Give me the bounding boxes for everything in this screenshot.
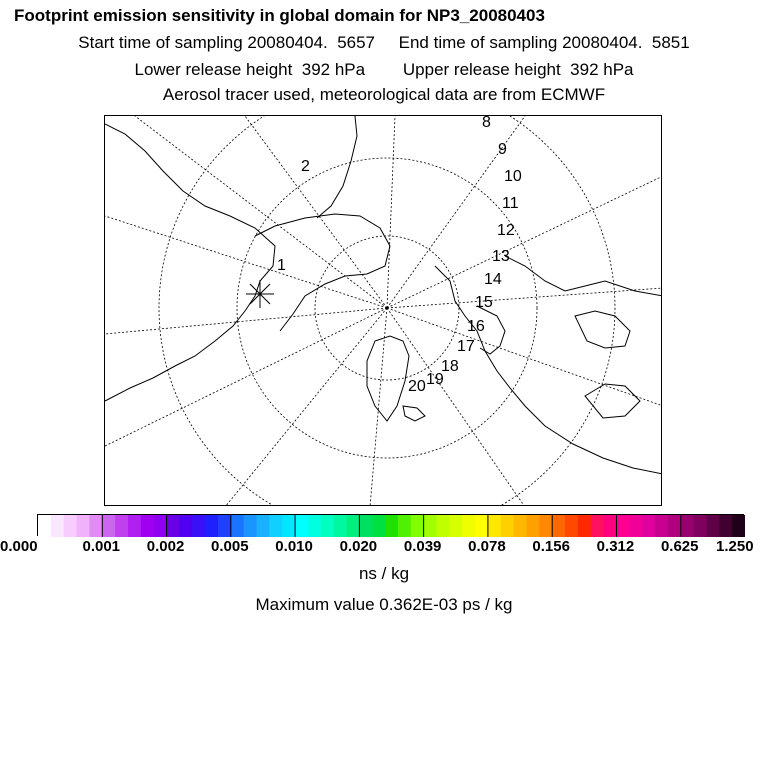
colorbar-swatch <box>51 515 64 537</box>
colorbar-swatch <box>141 515 154 537</box>
colorbar-swatch <box>321 515 334 537</box>
trajectory-label: 18 <box>441 358 459 375</box>
colorbar-swatch <box>668 515 681 537</box>
colorbar-swatch <box>539 515 552 537</box>
colorbar-swatch <box>77 515 90 537</box>
colorbar-swatch <box>578 515 591 537</box>
trajectory-label: 11 <box>502 195 519 212</box>
colorbar-swatch <box>488 515 501 537</box>
meridian <box>387 308 662 406</box>
colorbar-swatch <box>295 515 308 537</box>
colorbar-swatch <box>218 515 231 537</box>
release-height-line: Lower release height 392 hPa Upper release height 392 hPa <box>134 60 634 79</box>
colorbar-swatch <box>591 515 604 537</box>
north-america-coast <box>105 124 275 401</box>
tracer-info-line: Aerosol tracer used, meteorological data are from ECMWF <box>162 85 606 104</box>
trajectory-labels <box>277 116 522 395</box>
trajectory-label: 10 <box>504 168 522 185</box>
colorbar-swatch <box>64 515 77 537</box>
colorbar-swatch <box>385 515 398 537</box>
colorbar-swatch <box>411 515 424 537</box>
colorbar-tick-label: 0.312 <box>596 538 635 555</box>
colorbar-swatch <box>89 515 102 537</box>
britain-coast <box>585 384 640 418</box>
colorbar-swatch <box>449 515 462 537</box>
colorbar-swatch <box>398 515 411 537</box>
colorbar-swatch <box>501 515 514 537</box>
meridian <box>105 308 387 446</box>
trajectory-label: 19 <box>426 371 444 388</box>
trajectory-label: 14 <box>484 271 502 288</box>
colorbar-swatch <box>681 515 694 537</box>
colorbar-swatch <box>372 515 385 537</box>
colorbar-tick-label: 0.005 <box>211 538 249 555</box>
graticule <box>105 116 662 506</box>
coastlines <box>105 116 662 474</box>
colorbar-tick-label: 0.156 <box>532 538 570 555</box>
colorbar-swatch <box>334 515 347 537</box>
colorbar-swatch <box>205 515 218 537</box>
trajectory-label: 13 <box>492 248 510 265</box>
colorbar-unit: ns / kg <box>358 564 410 583</box>
colorbar-swatch <box>732 515 745 537</box>
trajectory-label: 17 <box>457 338 475 355</box>
colorbar-swatch <box>436 515 449 537</box>
meridian <box>225 308 387 506</box>
polar-map <box>105 116 662 506</box>
meridian <box>245 116 387 308</box>
colorbar-swatch <box>282 515 295 537</box>
colorbar-swatch <box>694 515 707 537</box>
eurasia-coast <box>435 266 662 474</box>
colorbar-swatch <box>719 515 732 537</box>
meridian <box>387 116 395 308</box>
trajectory-label: 2 <box>301 158 310 175</box>
trajectory-label: 9 <box>498 141 507 158</box>
meridian <box>105 308 387 334</box>
map-frame <box>104 115 662 506</box>
colorbar-swatch <box>565 515 578 537</box>
sampling-time-line: Start time of sampling 20080404. 5657 End time of sampling 20080404. 5851 <box>78 33 690 52</box>
colorbar-swatch <box>475 515 488 537</box>
colorbar-swatches <box>38 515 745 537</box>
trajectory-label: 20 <box>408 378 426 395</box>
trajectory-label: 12 <box>497 222 515 239</box>
colorbar-swatch <box>616 515 629 537</box>
colorbar-swatch <box>347 515 360 537</box>
trajectory-label: 1 <box>277 257 286 274</box>
colorbar-swatch <box>257 515 270 537</box>
colorbar-tick-label: 0.039 <box>403 538 442 555</box>
latitude-circle-60 <box>159 116 615 506</box>
colorbar-swatch <box>269 515 282 537</box>
colorbar-swatch <box>629 515 642 537</box>
colorbar-swatch <box>642 515 655 537</box>
colorbar-swatch <box>179 515 192 537</box>
colorbar-tick-label: 0.625 <box>660 538 699 555</box>
maximum-value: Maximum value 0.362E-03 ps / kg <box>255 595 513 614</box>
colorbar-swatch <box>424 515 437 537</box>
colorbar-swatch <box>359 515 372 537</box>
colorbar-tick-label: 0.001 <box>82 538 121 555</box>
colorbar-swatch <box>154 515 167 537</box>
colorbar-swatch <box>308 515 321 537</box>
colorbar-swatch <box>231 515 244 537</box>
alaska-coast <box>317 116 357 218</box>
colorbar-swatch <box>102 515 115 537</box>
release-marker <box>246 280 274 308</box>
colorbar-swatch <box>115 515 128 537</box>
colorbar-swatch <box>128 515 141 537</box>
trajectory-label: 15 <box>475 294 493 311</box>
colorbar-swatch <box>167 515 180 537</box>
arctic-archipelago-coast <box>255 214 390 331</box>
colorbar-swatch <box>514 515 527 537</box>
colorbar-tick-label: 0.000 <box>0 538 38 555</box>
meridian <box>387 176 662 308</box>
colorbar-swatch <box>244 515 257 537</box>
colorbar-swatch <box>552 515 565 537</box>
trajectory-label: 16 <box>467 318 485 335</box>
colorbar-swatch <box>526 515 539 537</box>
meridian <box>387 288 662 308</box>
colorbar-tick-label: 0.078 <box>468 538 506 555</box>
colorbar <box>37 514 744 536</box>
map-title: Footprint emission sensitivity in global domain for NP3_20080403 <box>14 6 545 25</box>
colorbar-swatch <box>192 515 205 537</box>
colorbar-swatch <box>706 515 719 537</box>
colorbar-tick-label: 0.010 <box>275 538 313 555</box>
colorbar-tick-label: 0.002 <box>146 538 185 555</box>
colorbar-swatch <box>655 515 668 537</box>
trajectory-label: 8 <box>482 116 491 131</box>
colorbar-tick-label: 0.020 <box>339 538 378 555</box>
colorbar-swatch <box>604 515 617 537</box>
colorbar-tick-label: 1.250 <box>716 538 754 555</box>
scandinavia-coast <box>575 311 630 348</box>
colorbar-swatch <box>462 515 475 537</box>
iceland-coast <box>403 406 425 421</box>
colorbar-swatch <box>38 515 51 537</box>
